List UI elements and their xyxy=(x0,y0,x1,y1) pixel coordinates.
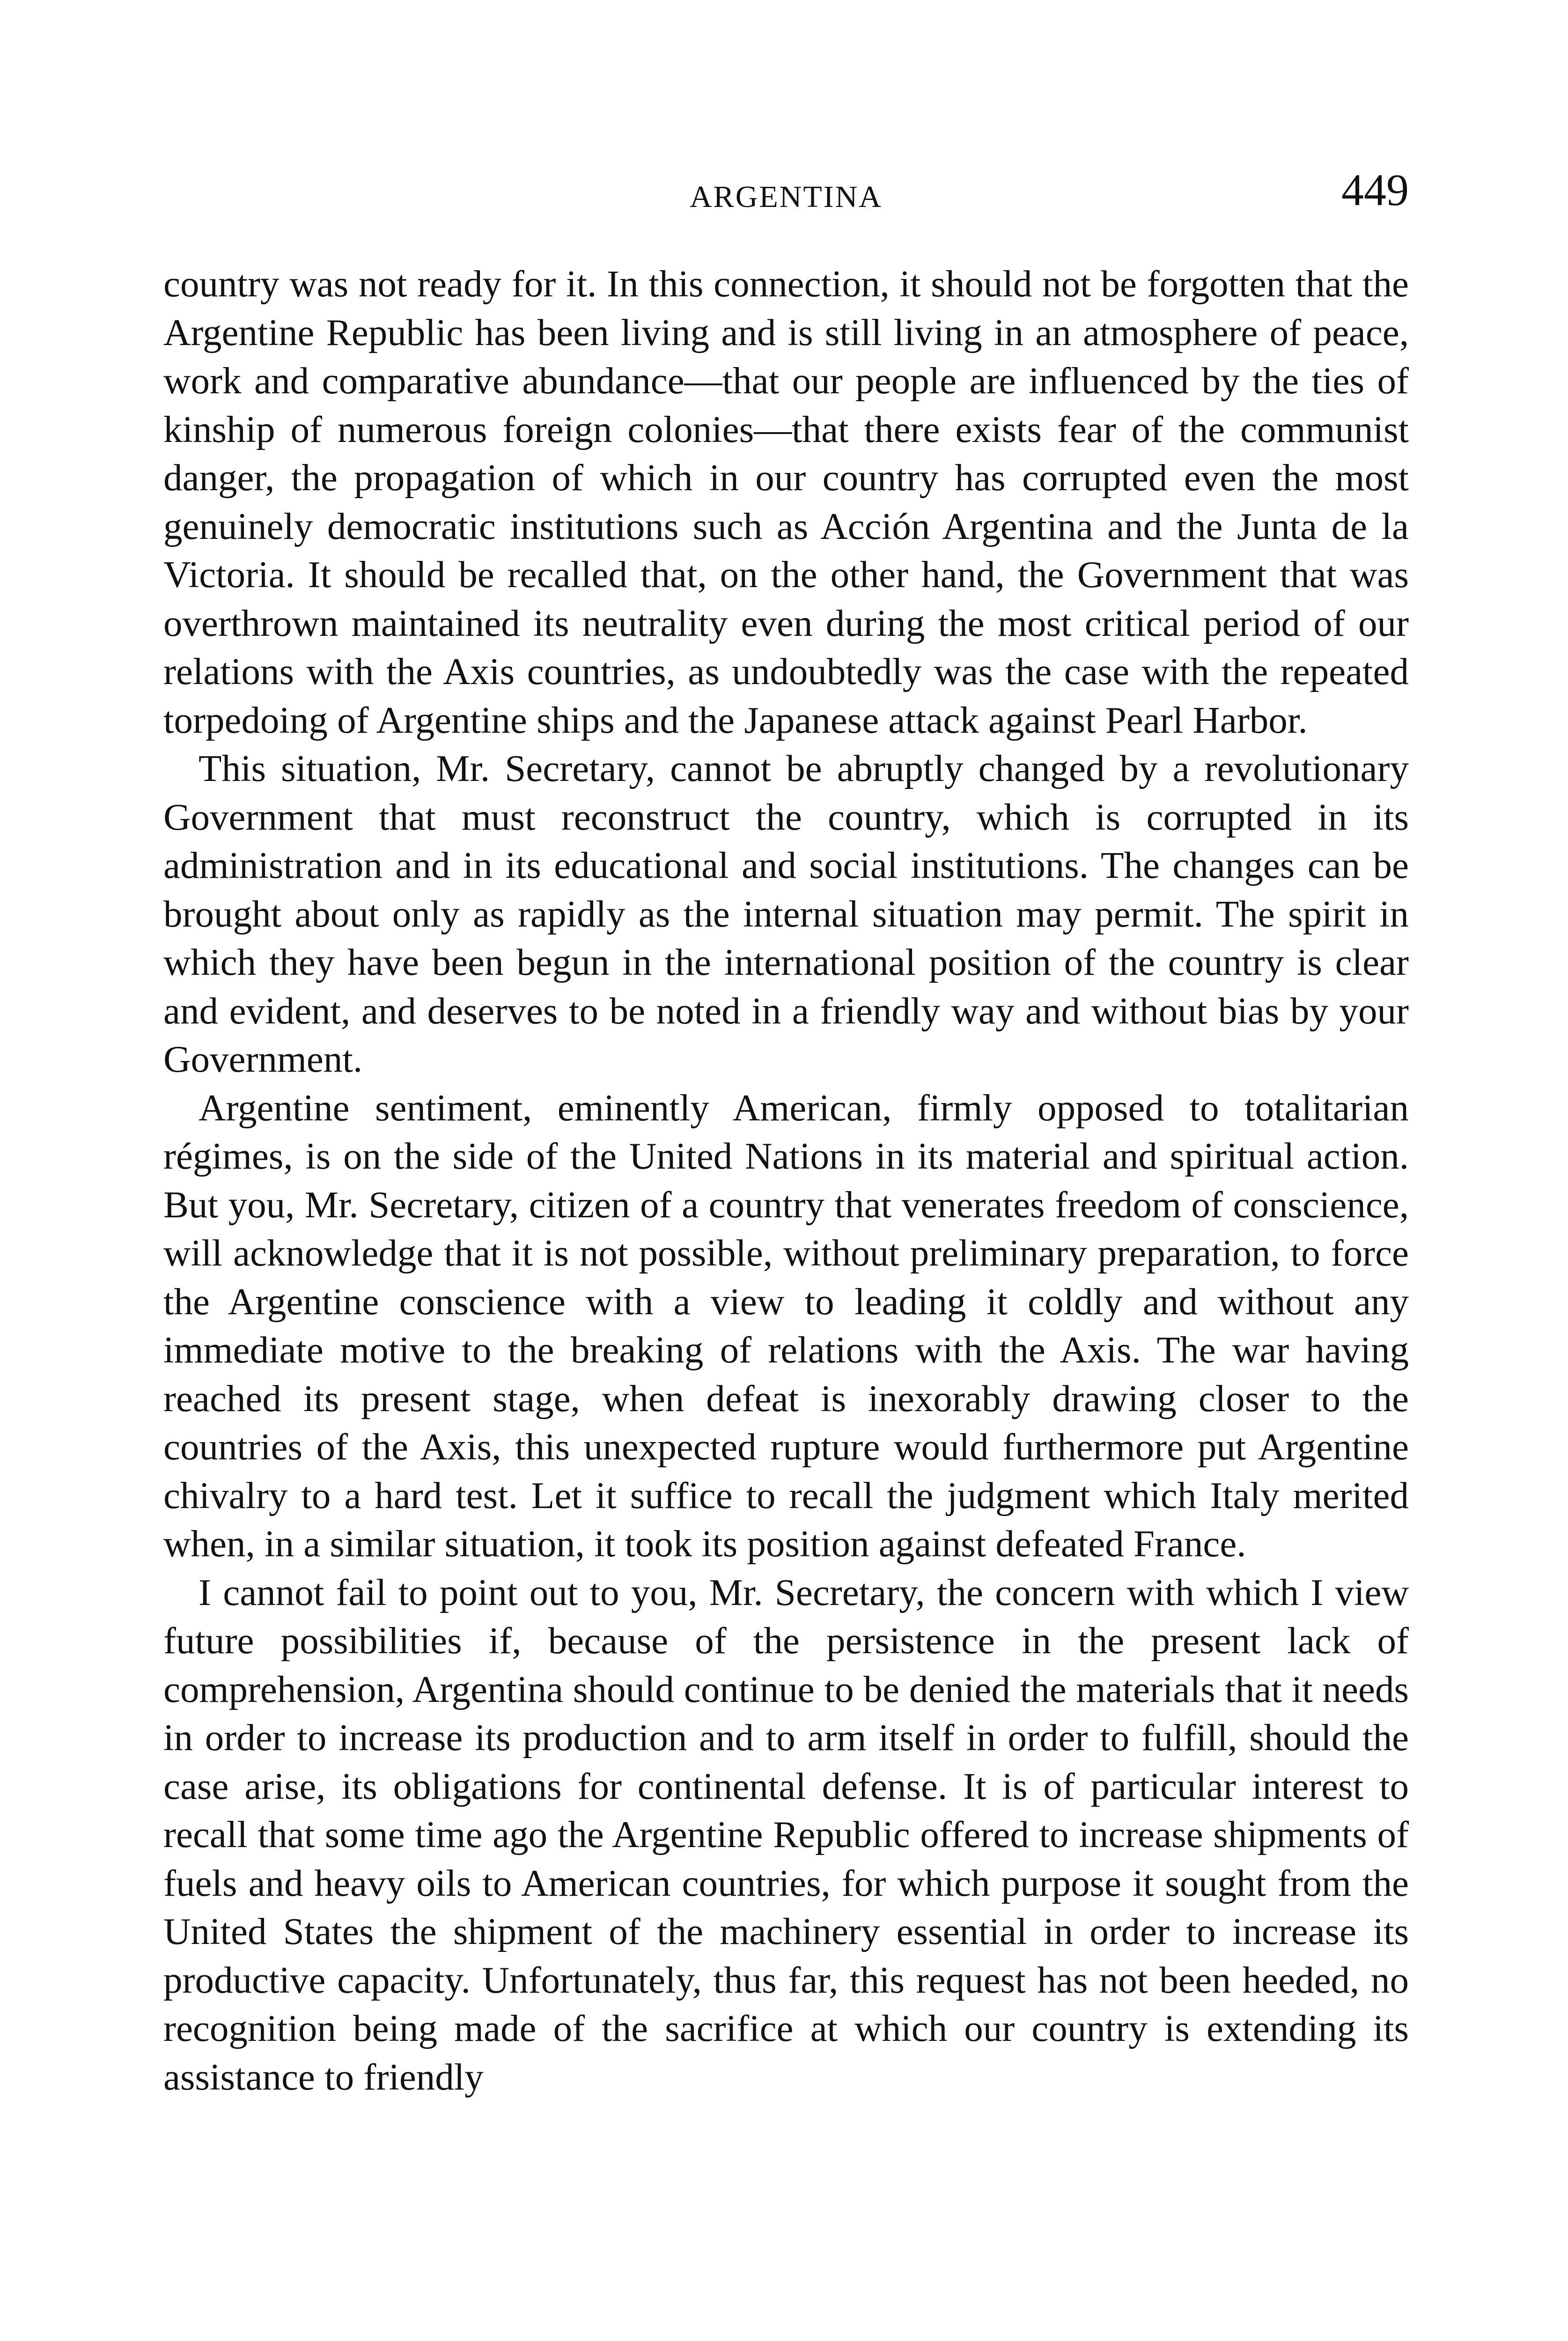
body-text xyxy=(163,260,1409,2101)
paragraph-3: Argentine sentiment, eminently American, firmly opposed to totalitarian régimes, is on the side of the United Nations in its material and spiritual action. But you, Mr. Secretary, citizen of a country that venerates freedom of conscience, will acknowledge that it is not possible, without preliminary preparation, to force the Argentine conscience with a view to leading it coldly and without any immediate motive to the breaking of relations with the Axis. The war having reached its present stage, when defeat is inexorably drawing closer to the countries of the Axis, this unexpected rupture would furthermore put Argentine chivalry to a hard test. Let it suffice to recall the judgment which Italy merited when, in a similar situation, it took its position against defeated France. xyxy=(163,1086,1409,1565)
paragraph-1: country was not ready for it. In this connection, it should not be forgotten that the Argentine Republic has been living and is still living in an atmosphere of peace, work and comparative abundance—that our people are influenced by the ties of kinship of numerous foreign colonies—that there exists fear of the communist danger, the propagation of which in our country has corrupted even the most genuinely democratic institutions such as Acción Argentina and the Junta de la Victoria. It should be recalled that, on the other hand, the Government that was overthrown maintained its neutrality even during the most critical period of our relations with the Axis countries, as undoubtedly was the case with the repeated torpedoing of Argentine ships and the Japanese attack against Pearl Harbor. xyxy=(163,263,1409,741)
page-number: 449 xyxy=(1341,165,1409,215)
paragraph-2: This situation, Mr. Secretary, cannot be abruptly changed by a revolutionary Government that must reconstruct the country, which is corrupted in its administration and in its educational and social institutions. The changes can be brought about only as rapidly as the internal situation may permit. The spirit in which they have been begun in the international position of the country is clear and evident, and deserves to be noted in a friendly way and without bias by your Government. xyxy=(163,747,1409,1080)
paragraph-4: I cannot fail to point out to you, Mr. Secretary, the concern with which I view future possibilities if, because of the persistence in the present lack of comprehension, Argentina should continue to be denied the materials that it needs in order to increase its production and to arm itself in order to fulfill, should the case arise, its obligations for continental defense. It is of particular interest to recall that some time ago the Argentine Republic offered to increase shipments of fuels and heavy oils to American countries, for which purpose it sought from the United States the shipment of the machinery essential in order to increase its productive capacity. Unfortunately, thus far, this request has not been heeded, no recognition being made of the sacrifice at which our country is extending its assistance to friendly xyxy=(163,1571,1409,2098)
running-title: ARGENTINA xyxy=(690,180,883,214)
running-header xyxy=(163,165,1409,219)
